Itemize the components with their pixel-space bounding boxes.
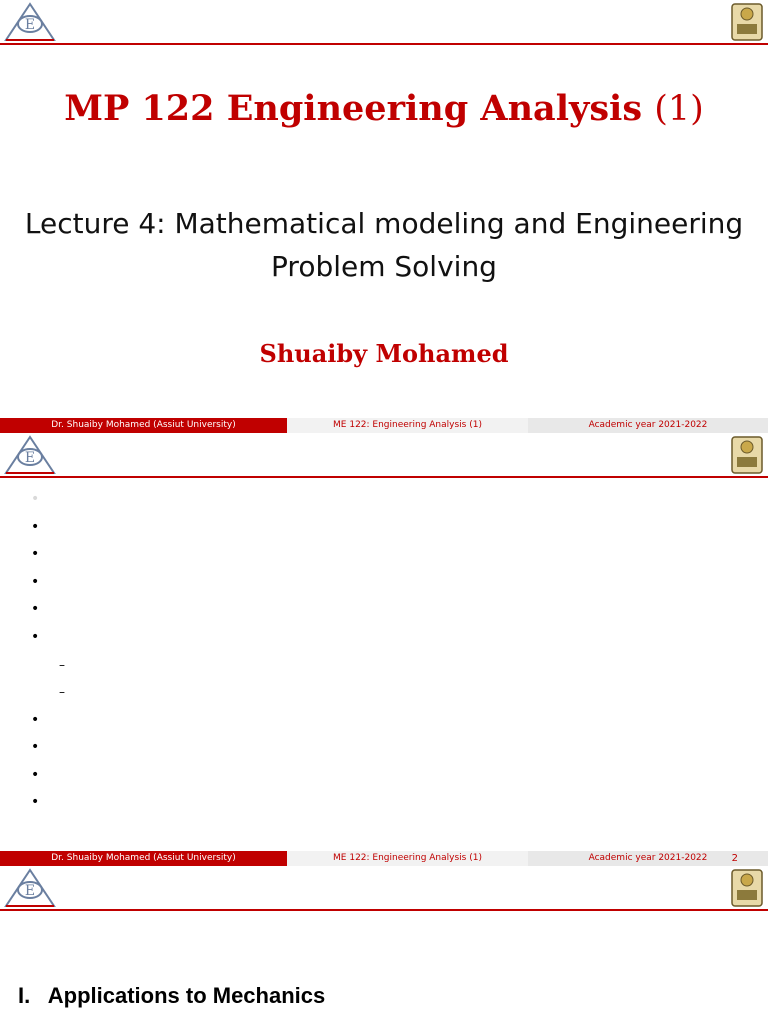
footer-year: Academic year 2021-2022 (528, 851, 768, 866)
bullet-point: • (31, 574, 40, 590)
slide-2 (0, 433, 768, 866)
header-rule (0, 909, 768, 911)
svg-text:E: E (24, 883, 36, 899)
bullet-point: • (31, 794, 40, 810)
slide-footer (0, 418, 768, 433)
course-title-paren: (1) (654, 89, 704, 129)
footer-year: Academic year 2021-2022 (528, 418, 768, 433)
footer-course: ME 122: Engineering Analysis (1) (287, 851, 528, 866)
sub-bullet-dash: – (59, 658, 65, 672)
section-heading: I. Applications to Mechanics (18, 983, 326, 1008)
bullet-point: • (31, 739, 40, 755)
bullet-point: • (31, 601, 40, 617)
department-logo-icon (4, 435, 56, 475)
university-logo-icon (730, 435, 764, 475)
bullet-point: • (31, 491, 40, 507)
department-logo-icon (4, 2, 56, 42)
bullet-point: • (31, 767, 40, 783)
bullet-point: • (31, 546, 40, 562)
university-logo-icon (730, 2, 764, 42)
lecture-subtitle: Lecture 4: Mathematical modeling and Engineering Problem Solving (24, 207, 744, 283)
slide-footer (0, 851, 768, 866)
footer-course: ME 122: Engineering Analysis (1) (287, 418, 528, 433)
sub-bullet-dash: – (59, 685, 65, 699)
slide-3 (0, 866, 768, 1024)
svg-text:E: E (24, 17, 36, 33)
bullet-point: • (31, 519, 40, 535)
course-title (0, 88, 768, 129)
header-rule (0, 43, 768, 45)
course-title-main: MP 122 Engineering Analysis (64, 88, 655, 129)
footer-author: Dr. Shuaiby Mohamed (Assiut University) (0, 851, 287, 866)
university-logo-icon (730, 868, 764, 908)
page-number: 2 (731, 853, 738, 864)
bullet-point: • (31, 629, 40, 645)
footer-author: Dr. Shuaiby Mohamed (Assiut University) (0, 418, 287, 433)
header-rule (0, 476, 768, 478)
author-name: Shuaiby Mohamed (259, 339, 509, 368)
bullet-point: • (31, 712, 40, 728)
svg-text:E: E (24, 450, 36, 466)
department-logo-icon (4, 868, 56, 908)
slide-1 (0, 0, 768, 433)
